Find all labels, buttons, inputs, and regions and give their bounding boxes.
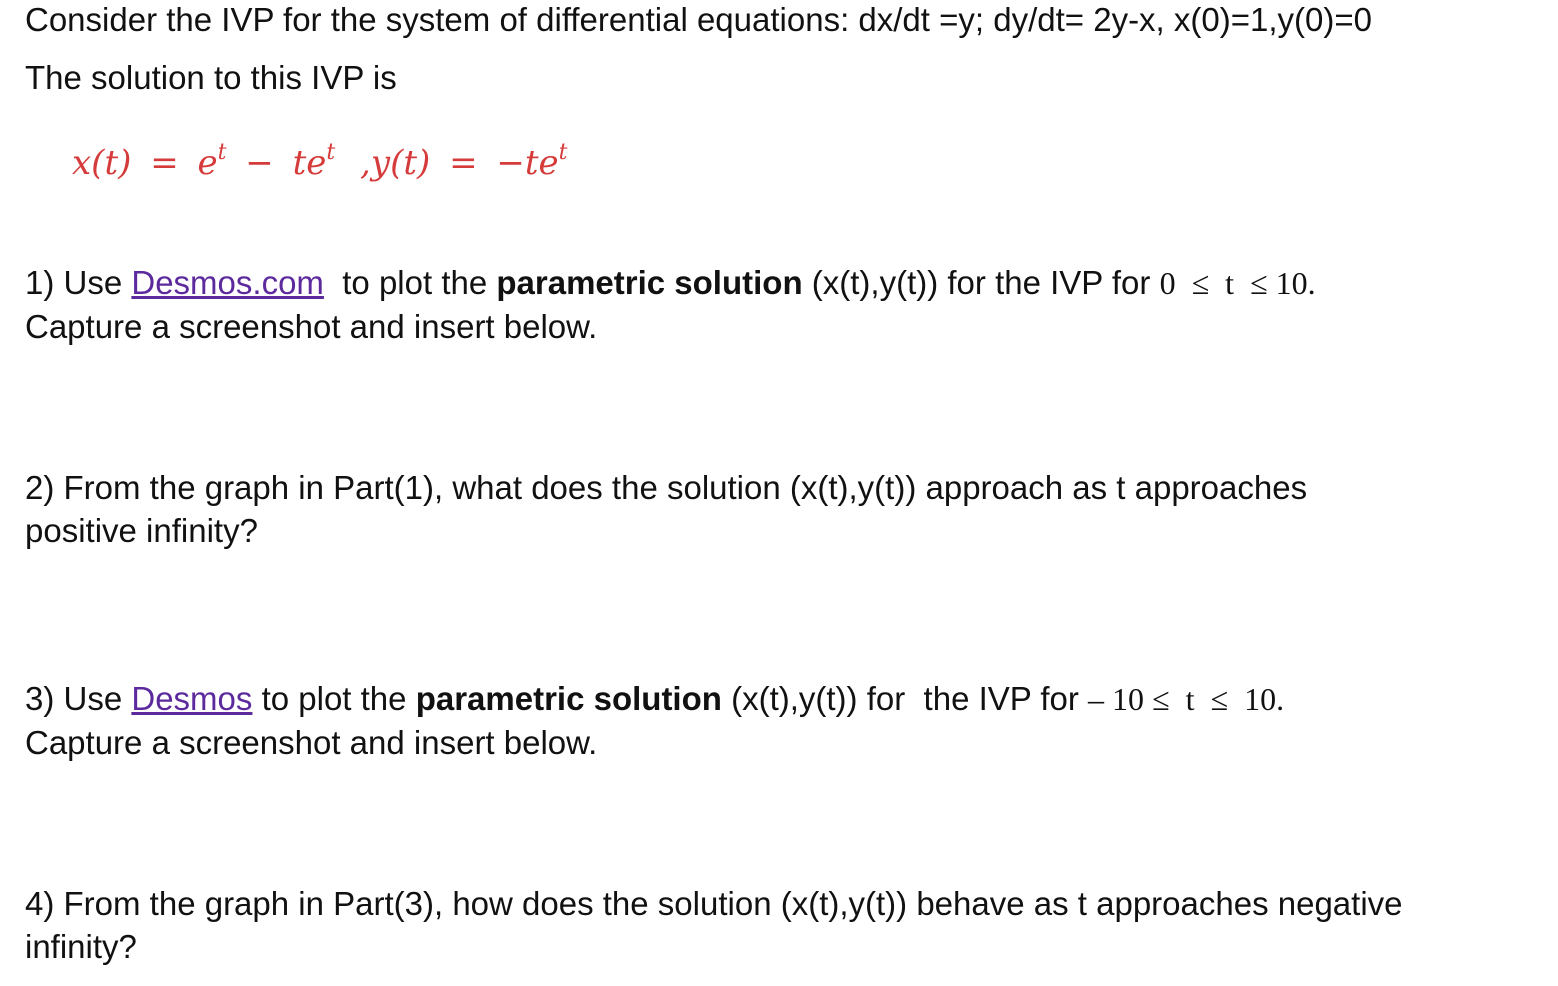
question-1 bbox=[25, 261, 1316, 348]
solution-formula bbox=[72, 140, 568, 186]
exponent: t bbox=[558, 140, 568, 165]
equals-sign: = bbox=[449, 143, 478, 183]
q3-range: – 10 ≤ t ≤ 10. bbox=[1088, 681, 1285, 717]
ivp-statement: Consider the IVP for the system of differential equations: dx/dt =y; dy/dt= 2y-x, x(0)=1,y(0)=0 bbox=[25, 1, 1372, 38]
q1-bold: parametric solution bbox=[496, 264, 803, 301]
x-lhs: x(t) bbox=[72, 143, 132, 183]
y-lhs: y(t) bbox=[370, 143, 431, 183]
equals-sign: = bbox=[150, 143, 179, 183]
exponent: t bbox=[217, 140, 227, 165]
exponent: t bbox=[326, 140, 336, 165]
te-term: te bbox=[292, 143, 327, 183]
q1-prefix: 1) Use bbox=[25, 264, 132, 301]
q1-post: (x(t),y(t)) for the IVP for bbox=[802, 264, 1160, 301]
question-2 bbox=[25, 466, 1307, 552]
exp-base: e bbox=[197, 143, 218, 183]
q1-range: 0 ≤ t ≤ 10. bbox=[1159, 265, 1316, 301]
question-3-line-2: Capture a screenshot and insert below. bbox=[25, 724, 598, 761]
desmos-com-link[interactable]: Desmos.com bbox=[131, 264, 324, 301]
desmos-link[interactable]: Desmos bbox=[131, 680, 253, 717]
neg-te-term: −te bbox=[496, 143, 559, 183]
question-1-line-2: Capture a screenshot and insert below. bbox=[25, 308, 598, 345]
question-1-line-1 bbox=[25, 261, 1316, 305]
minus-sign: − bbox=[245, 143, 274, 183]
q3-mid: to plot the bbox=[252, 680, 416, 717]
q3-post: (x(t),y(t)) for the IVP for bbox=[721, 680, 1089, 717]
q1-mid: to plot the bbox=[323, 264, 497, 301]
q3-prefix: 3) Use bbox=[25, 680, 132, 717]
question-2-line-1: 2) From the graph in Part(1), what does the solution (x(t),y(t)) approach as t approaches bbox=[25, 469, 1308, 506]
q3-bold: parametric solution bbox=[415, 680, 722, 717]
question-4-line-1: 4) From the graph in Part(3), how does the solution (x(t),y(t)) behave as t approaches negative bbox=[25, 885, 1403, 922]
question-4-line-2: infinity? bbox=[25, 928, 137, 965]
question-3-line-1 bbox=[25, 677, 1284, 721]
question-2-line-2: positive infinity? bbox=[25, 512, 258, 549]
question-3 bbox=[25, 677, 1284, 764]
question-4 bbox=[25, 882, 1403, 968]
solution-intro: The solution to this IVP is bbox=[25, 59, 397, 96]
separator: , bbox=[360, 143, 371, 183]
